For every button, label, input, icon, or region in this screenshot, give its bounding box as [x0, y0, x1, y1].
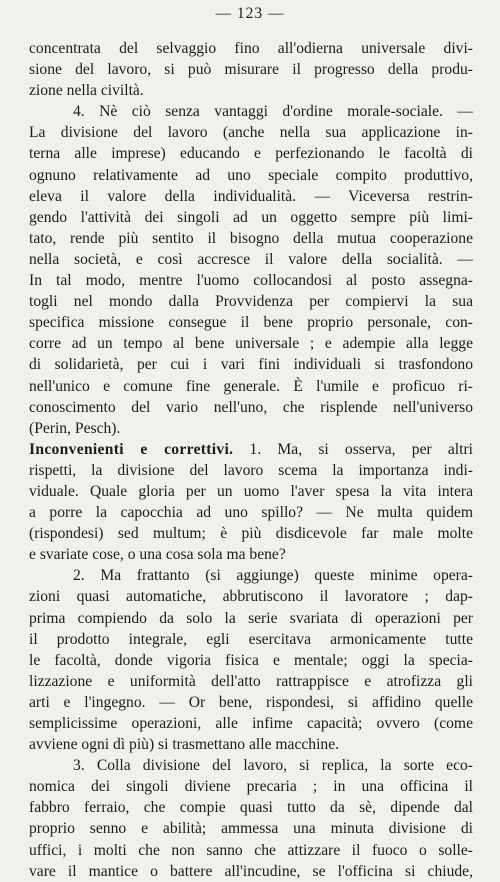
text-segment: il prodotto integrale, egli esercitava armonicamente tutte — [29, 630, 473, 648]
text-line — [29, 122, 473, 143]
text-segment: sione del lavoro, si può misurare il progresso della produ- — [29, 61, 473, 79]
text-line — [29, 797, 473, 818]
text-line — [29, 608, 473, 629]
text-line — [29, 818, 473, 839]
text-line — [29, 481, 473, 502]
text-segment: e svariate cose, o una cosa sola ma bene? — [29, 546, 286, 564]
text-line — [29, 143, 473, 164]
text-segment: — Viceversa restrin- — [296, 187, 473, 205]
text-line — [29, 249, 473, 270]
text-line — [29, 755, 473, 776]
text-segment: avviene ogni dì più) si trasmettano alle macchine. — [29, 736, 340, 754]
text-segment: lizzazione e uniformità dell'atto rattrappisce e atrofizza gli — [29, 672, 473, 690]
italic-phrase: abbrutiscono il lavoratore ; — [222, 588, 429, 606]
text-segment: terna alle imprese) educando e perfezionando le facoltà di — [29, 145, 473, 163]
text-segment: nella società, e così accresce il — [29, 250, 289, 268]
text-segment: di solidarietà, per cui i vari fini individuali si trasfondono — [29, 356, 473, 374]
text-segment: concentrata del selvaggio fino all'odierna universale divi- — [29, 40, 473, 57]
text-segment: zioni quasi automatiche, — [29, 588, 223, 606]
text-line — [29, 586, 473, 607]
italic-phrase: bene universale ; — [195, 335, 315, 353]
text-segment: gendo l'attività dei singoli ad un oggetto sempre più limi- — [29, 208, 473, 226]
text-line — [29, 354, 473, 375]
italic-phrase: la sorte eco- — [380, 757, 473, 775]
text-line — [29, 291, 473, 312]
text-line — [29, 629, 473, 650]
text-line — [29, 776, 473, 797]
text-segment: semplicissime operazioni, alle infime capacità; ovvero (come — [29, 715, 473, 732]
text-segment: togli nel mondo dalla Provvidenza per compiervi la sua — [29, 293, 473, 311]
text-segment: (Perin, Pesch). — [29, 419, 121, 437]
text-line — [29, 565, 473, 586]
text-segment: tato, rende più sentito il bisogno della mutua cooperazione — [29, 229, 473, 247]
text-line — [29, 165, 473, 186]
italic-phrase: vantaggi d'ordine morale-sociale. — [214, 103, 443, 121]
text-line — [29, 439, 473, 460]
text-line — [29, 544, 473, 565]
text-segment: in una officina il — [317, 778, 474, 796]
text-line — [29, 671, 473, 692]
text-segment: che risplende nell'universo — [267, 398, 473, 416]
text-line — [29, 376, 473, 397]
text-line — [29, 312, 473, 333]
body-text — [29, 38, 473, 882]
text-line — [29, 270, 473, 291]
text-line — [29, 523, 473, 544]
text-line — [29, 207, 473, 228]
text-segment: fabbro ferraio, che compie quasi tutto da sè, dipende dal — [29, 799, 473, 817]
text-segment: corre ad un tempo al — [29, 335, 195, 353]
text-line — [29, 228, 473, 249]
text-line — [29, 101, 473, 122]
text-segment: — — [442, 103, 473, 121]
text-line — [29, 650, 473, 671]
text-line — [29, 460, 473, 481]
text-segment: Quale gloria per un uomo l'aver spesa la vita intera — [78, 482, 473, 500]
text-line — [29, 38, 473, 59]
italic-phrase: vario nell'uno, — [166, 398, 268, 416]
text-segment: proprio senno e abilità; ammessa una minuta divisione di — [29, 820, 473, 838]
text-segment: zione nella civiltà. — [29, 82, 144, 100]
text-segment: uffici, i molti che non sanno che attizzare il fuoco o solle- — [29, 841, 473, 859]
text-segment: nell'unico e comune fine generale. È l'umile e proficuo ri- — [29, 377, 473, 395]
italic-phrase: bene proprio personale, — [263, 314, 432, 332]
page-number: — 123 — — [215, 5, 285, 22]
bold-heading: Inconvenienti e correttivi. — [29, 440, 234, 458]
text-segment: In tal modo, mentre l'uomo collocandosi al posto assegna- — [29, 272, 473, 290]
text-line — [29, 59, 473, 80]
text-line — [29, 734, 473, 755]
text-line — [29, 861, 473, 882]
text-segment: ognuno relativamente ad uno speciale compito produttivo, — [29, 166, 473, 184]
italic-phrase: valore della socialità. — [288, 250, 443, 268]
text-segment: 2. Ma frattanto (si aggiunge) queste minime opera- — [73, 567, 473, 585]
text-segment: con- — [431, 314, 474, 332]
text-line — [29, 333, 473, 354]
italic-phrase: valore della individualità. — [107, 187, 297, 205]
text-line — [29, 80, 473, 101]
text-segment: arti e l'ingegno. — Or bene, rispondesi, si affidino quelle — [29, 693, 473, 711]
text-line — [29, 186, 473, 207]
text-segment: eleva il — [29, 187, 108, 205]
text-segment: 1. Ma, si osserva, per altri — [233, 440, 473, 458]
text-segment: a porre la capocchia ad uno spillo? — Ne multa quidem — [29, 504, 473, 522]
italic-phrase: nomica dei singoli diviene precaria ; — [29, 778, 318, 796]
italic-phrase: viduale. — [29, 482, 79, 500]
italic-phrase: importanza indi- — [358, 461, 474, 479]
text-line — [29, 692, 473, 713]
text-segment: — — [442, 250, 474, 268]
text-line — [29, 397, 473, 418]
text-segment: specifica missione consegue il — [29, 314, 264, 332]
text-line — [29, 502, 473, 523]
text-segment: conoscimento del — [29, 398, 167, 416]
text-segment: 4. Nè ciò senza — [73, 103, 215, 121]
text-line — [29, 840, 473, 861]
text-line — [29, 713, 473, 734]
text-segment: 3. Colla divisione del lavoro, si replica, — [73, 757, 381, 775]
text-segment: vare il mantice o battere all'incudine, se l'officina si chiude, — [29, 862, 473, 880]
text-segment: rispetti, la divisione del lavoro scema la — [29, 461, 359, 479]
text-segment: dap- — [428, 588, 473, 606]
text-segment: le facoltà, donde vigoria fisica e mentale; oggi la specia- — [29, 651, 473, 669]
text-segment: prima compiendo da solo la serie svariata di operazioni per — [29, 609, 473, 627]
text-segment: e adempie alla legge — [314, 335, 473, 353]
text-segment: (rispondesi) sed multum; è più disdicevole far male molte — [29, 525, 473, 543]
text-segment: La divisione del lavoro (anche nella sua applicazione in- — [29, 124, 473, 142]
text-line — [29, 418, 473, 439]
